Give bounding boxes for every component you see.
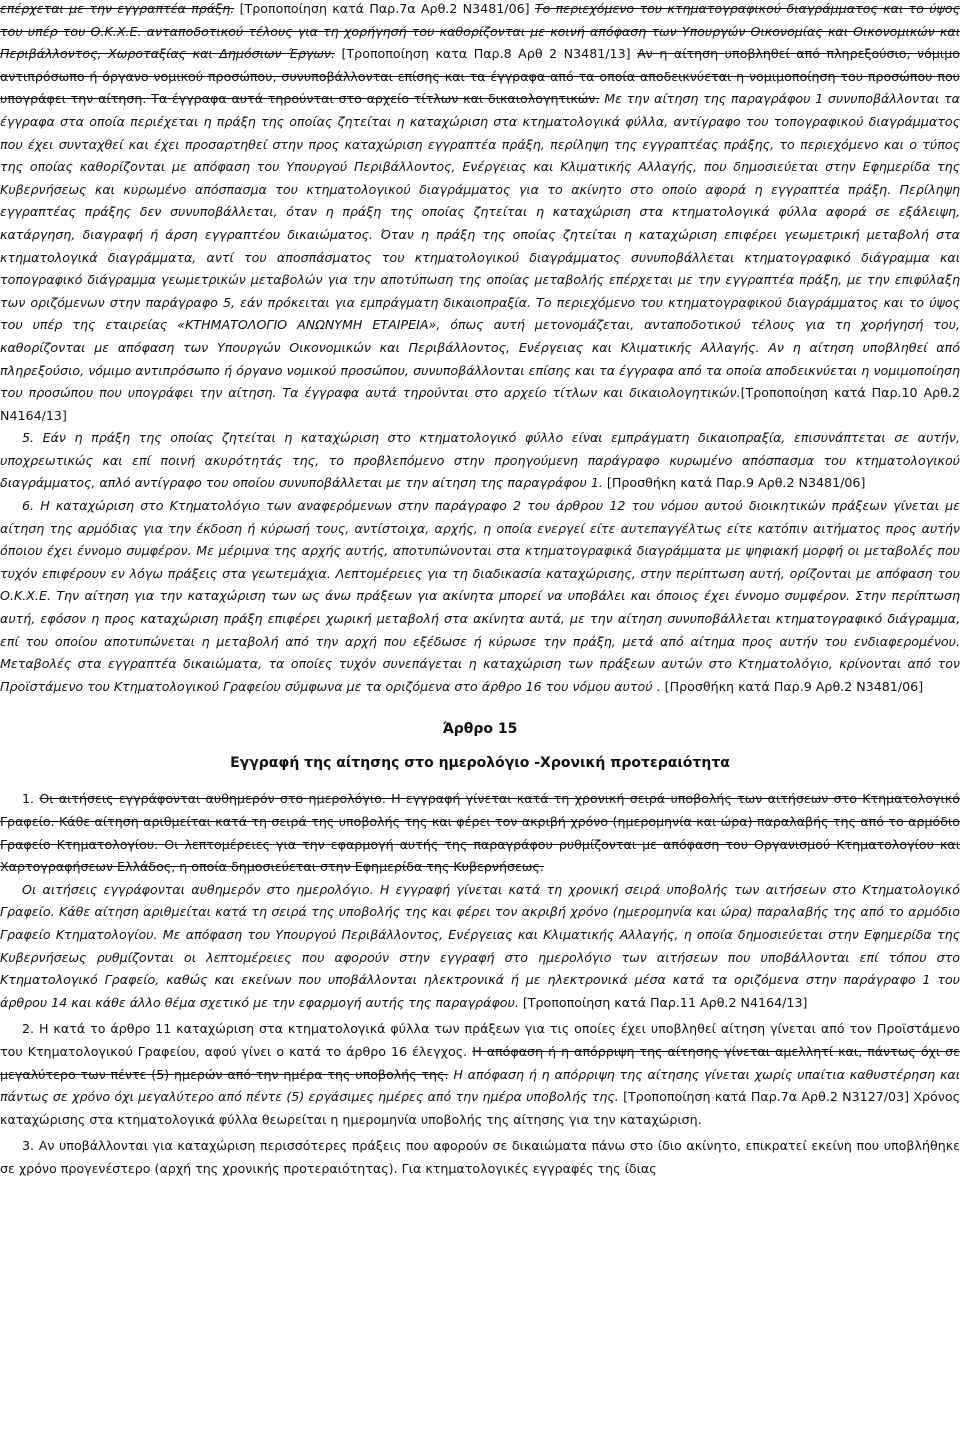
article-paragraph-1-amended <box>0 879 960 1015</box>
struck-text: Το περιεχόμενο του κτηματογραφικού διαγράμματος και το ύψος του υπέρ του Ο.Κ.Χ.Ε. ανταποδοτικού τέλους για τη χορήγησή του καθορίζονται με κοινή απόφαση των Υπουργών Οικονομίας και Οικονομικών και Περιβάλλοντος, Χωροταξίας και Δημόσιων Έργων. <box>0 1 960 62</box>
article-paragraph-3 <box>0 1135 960 1180</box>
body-text: 2. Η κατά το άρθρο 11 καταχώριση στα κτηματολογικά φύλλα των πράξεων για τις οποίες έχει υποβληθεί αίτηση γίνεται από τον Προϊστάμενο του Κτηματολογικού Γραφείου, αφού γίνει ο κατά το άρθρο 16 έλεγχος. <box>0 1021 960 1059</box>
amendment-reference: [Προσθήκη κατά Παρ.9 Αρθ.2 Ν3481/06] <box>602 475 866 491</box>
article-title: Εγγραφή της αίτησης στο ημερολόγιο -Χρονική προτεραιότητα <box>230 755 730 772</box>
body-text: 3. Αν υποβάλλονται για καταχώριση περισσότερες πράξεις που αφορούν σε δικαιώματα πάνω στο ίδιο ακίνητο, επικρατεί εκείνη που υποβλήθηκε σε χρόνο προγενέστερο (αρχή της χρονικής προτεραιότητας). Για κτηματολογικές εγγραφές της ίδιας <box>0 1138 960 1176</box>
paragraph-6 <box>0 495 960 698</box>
amendment-reference: [Τροποποίηση κατά Παρ.7α Αρθ.2 Ν3127/03] Χρόνος καταχώρισης στα κτηματολογικά φύλλα θεωρείται η ημερομηνία υποβολής της αίτησης για την καταχώριση. <box>0 1089 960 1127</box>
amendment-reference: [Προσθήκη κατά Παρ.9 Αρθ.2 Ν3481/06] <box>660 678 924 694</box>
amendment-reference: [Τροποποίηση κατα Παρ.8 Αρθ 2 Ν3481/13] <box>335 46 638 62</box>
article-number: Άρθρο 15 <box>442 721 518 738</box>
amended-text: Με την αίτηση της παραγράφου 1 συνυποβάλλονται τα έγγραφα στα οποία περιέχεται η πράξη της οποίας ζητείται η καταχώριση στα κτηματολογικά φύλλα, αντίγραφο του τοπογραφικού διαγράμματος που έχει συνταχθεί και έχει προσαρτηθεί στην προς καταχώριση εγγραπτέα πράξη, περίληψη της εγγραπτέας πράξης, το περιεχόμενο και ο τύπος της οποίας καθορίζονται με απόφαση του Υπουργού Περιβάλλοντος, Ενέργειας και Κλιματικής Αλλαγής, που δημοσιεύεται στην Εφημερίδα της Κυβερνήσεως και κυρωμένο απόσπασμα του κτηματολογικού διαγράμματος για το ακίνητο στο οποίο αφορά η εγγραπτέα πράξη. Περίληψη εγγραπτέας πράξης δεν συνυποβάλλεται, όταν η πράξη της οποίας ζητείται η καταχώριση στα κτηματολογικά φύλλα αφορά σε εξάλειψη, κατάργηση, διαγραφή ή άρση εγγραπτέου δικαιώματος. Όταν η πράξη της οποίας ζητείται η καταχώριση επιφέρει γεωμετρική μεταβολή στα κτηματολογικά διαγράμματα, αντί του αποσπάσματος του κτηματολογικού διαγράμματος συνυποβάλλεται κτηματογραφικό διάγραμμα και τοπογραφικό διάγραμμα γεωμετρικών μεταβολών για την αποτύπωση της οποίας μεταβολής επέρχεται με την εγγραπτέα πράξη, με την επιφύλαξη των οριζόμενων στην παράγραφο 5, εάν πρόκειται για εμπράγματη δικαιοπραξία. Το περιεχόμενο του κτηματογραφικού διαγράμματος και το ύψος του υπέρ της εταιρείας «ΚΤΗΜΑΤΟΛΟΓΙΟ ΑΝΩΝΥΜΗ ΕΤΑΙΡΕΙΑ», όπως αυτή μετονομάζεται, ανταποδοτικού τέλους για τη χορήγησή του, καθορίζονται με απόφαση των Υπουργών Οικονομικών και Περιβάλλοντος, Ενέργειας και Κλιματικής Αλλαγής. Αν η αίτηση υποβληθεί από πληρεξούσιο, νόμιμο αντιπρόσωπο ή όργανο νομικού προσώπου, συνυποβάλλονται επίσης και τα έγγραφα από τα οποία αποδεικνύεται η νομιμοποίηση του προσώπου που υπογράφει την αίτηση. Τα έγγραφα αυτά τηρούνται στο αρχείο τίτλων και δικαιολογητικών. <box>0 91 960 401</box>
article-paragraph-2 <box>0 1018 960 1131</box>
struck-text: Οι αιτήσεις εγγράφονται αυθημερόν στο ημερολόγιο. Η εγγραφή γίνεται κατά τη χρονική σειρά υποβολής των αιτήσεων στο Κτηματολογικό Γραφείο. Κάθε αίτηση αριθμείται κατά τη σειρά της υποβολής της και φέρει τον ακριβή χρόνο (ημερομηνία και ώρα) παραλαβής της από το αρμόδιο Γραφείο Κτηματολογίου. Οι λεπτομέρειες για την εφαρμογή αυτής της παραγράφου ρυθμίζονται με απόφαση του Οργανισμού Κτηματολογίου και Χαρτογραφήσεων Ελλάδος, η οποία δημοσιεύεται στην Εφημερίδα της Κυβερνήσεως. <box>0 791 960 875</box>
struck-text: Η απόφαση ή η απόρριψη της αίτησης γίνεται αμελλητί και, πάντως όχι σε μεγαλύτερο των πέντε (5) ημερών από την ημέρα της υποβολής της. <box>0 1043 960 1082</box>
continuation-paragraph-4 <box>0 0 960 427</box>
amendment-reference: [Τροποποίηση κατά Παρ.7α Αρθ.2 Ν3481/06] <box>234 1 535 16</box>
paragraph-5 <box>0 427 960 495</box>
struck-text: επέρχεται με την εγγραπτέα πράξη. <box>0 1 235 16</box>
added-text: 5. Εάν η πράξη της οποίας ζητείται η καταχώριση στο κτηματολογικό φύλλο είναι εμπράγματη δικαιοπραξία, επισυνάπτεται σε αυτήν, υποχρεωτικώς και επί ποινή ακυρότητάς της, το προβλεπόμενο στην προηγούμενη παράγραφο κυρωμένο απόσπασμα του κτηματολογικού διαγράμματος, απλό αντίγραφο του οποίου συνυποβάλλεται με την αίτηση της παραγράφου 1. <box>0 430 960 491</box>
amended-text: Οι αιτήσεις εγγράφονται αυθημερόν στο ημερολόγιο. Η εγγραφή γίνεται κατά τη χρονική σειρά υποβολής των αιτήσεων στο Κτηματολογικό Γραφείο. Κάθε αίτηση αριθμείται κατά τη σειρά της υποβολής της και φέρει τον ακριβή χρόνο (ημερομηνία και ώρα) παραλαβής της από το αρμόδιο Γραφείο Κτηματολογίου. Με απόφαση του Υπουργού Περιβάλλοντος, Ενέργειας και Κλιματικής Αλλαγής, η οποία δημοσιεύεται στην Εφημερίδα της Κυβερνήσεως ρυθμίζονται οι λεπτομέρειες που αφορούν στην εγγραφή στο ημερολόγιο των αιτήσεων που υποβάλλονται επί τόπου στο Κτηματολογικό Γραφείο, καθώς και εκείνων που υποβάλλονται ηλεκτρονικά ή με ηλεκτρονικά μέσα κατά τα οριζόμενα στην παράγραφο 1 του άρθρου 14 και κάθε άλλο θέμα σχετικό με την εφαρμογή αυτής της παραγράφου. <box>0 881 960 1010</box>
added-text: 6. Η καταχώριση στο Κτηματολόγιο των αναφερόμενων στην παράγραφο 2 του άρθρου 12 του νόμου αυτού διοικητικών πράξεων γίνεται με αίτηση της αρμόδιας για την έκδοση ή κύρωσή τους, αντίστοιχα, αρχής, η οποία ενεργεί είτε αυτεπαγγέλτως είτε κατόπιν αιτήματος προς αυτήν όποιου έχει έννομο συμφέρον. Με μέριμνα της αρχής αυτής, αποτυπώνονται στα κτηματογραφικά διαγράμματα με ψηφιακή μορφή οι μεταβολές που τυχόν επιφέρουν εν λόγω πράξεις στα γεωτεμάχια. Λεπτομέρειες για τη διαδικασία καταχώρισης, στην περίπτωση αυτή, ορίζονται με απόφαση του Ο.Κ.Χ.Ε. Την αίτηση για την καταχώριση των ως άνω πράξεων για ακίνητα μπορεί να υποβάλει και όποιος έχει έννομο συμφέρον. Στην περίπτωση αυτή, εφόσον η προς καταχώριση πράξη επιφέρει χωρική μεταβολή στα ακίνητα αυτά, με την αίτηση συνυποβάλλεται κτηματογραφικό διάγραμμα, επί του οποίου αποτυπώνεται η μεταβολή από την αρχή που εξέδωσε ή κύρωσε την πράξη, μετά από αίτημα προς αυτήν του ενδιαφερομένου. Μεταβολές στα εγγραπτέα δικαιώματα, τα οποίες τυχόν συνεπάγεται η καταχώριση των πράξεων αυτών στο Κτηματολόγιο, κρίνονται από τον Προϊστάμενο του Κτηματολογικού Γραφείου σύμφωνα με τα οριζόμενα στο άρθρο 16 του νόμου αυτού . <box>0 498 960 694</box>
paragraph-number: 1. <box>22 791 40 807</box>
amended-text: Η απόφαση ή η απόρριψη της αίτησης γίνεται χωρίς υπαίτια καθυστέρηση και πάντως σε χρόνο όχι μεγαλύτερο από πέντε (5) εργάσιμες ημέρες από την ημέρα υποβολής της. <box>0 1066 960 1105</box>
amendment-reference: [Τροποποίηση κατά Παρ.11 Αρθ.2 Ν4164/13] <box>518 994 808 1010</box>
article-paragraph-1-struck <box>0 788 960 878</box>
struck-text: Αν η αίτηση υποβληθεί από πληρεξούσιο, νόμιμο αντιπρόσωπο ή όργανο νομικού προσώπου, συνυποβάλλονται επίσης και τα έγγραφα από τα οποία αποδεικνύεται η νομιμοποίηση του προσώπου που υπογράφει την αίτηση. Τα έγγραφα αυτά τηρούνται στο αρχείο τίτλων και δικαιολογητικών. <box>0 46 960 107</box>
amendment-reference: [Τροποποίηση κατά Παρ.10 Αρθ.2 Ν4164/13] <box>0 385 960 423</box>
